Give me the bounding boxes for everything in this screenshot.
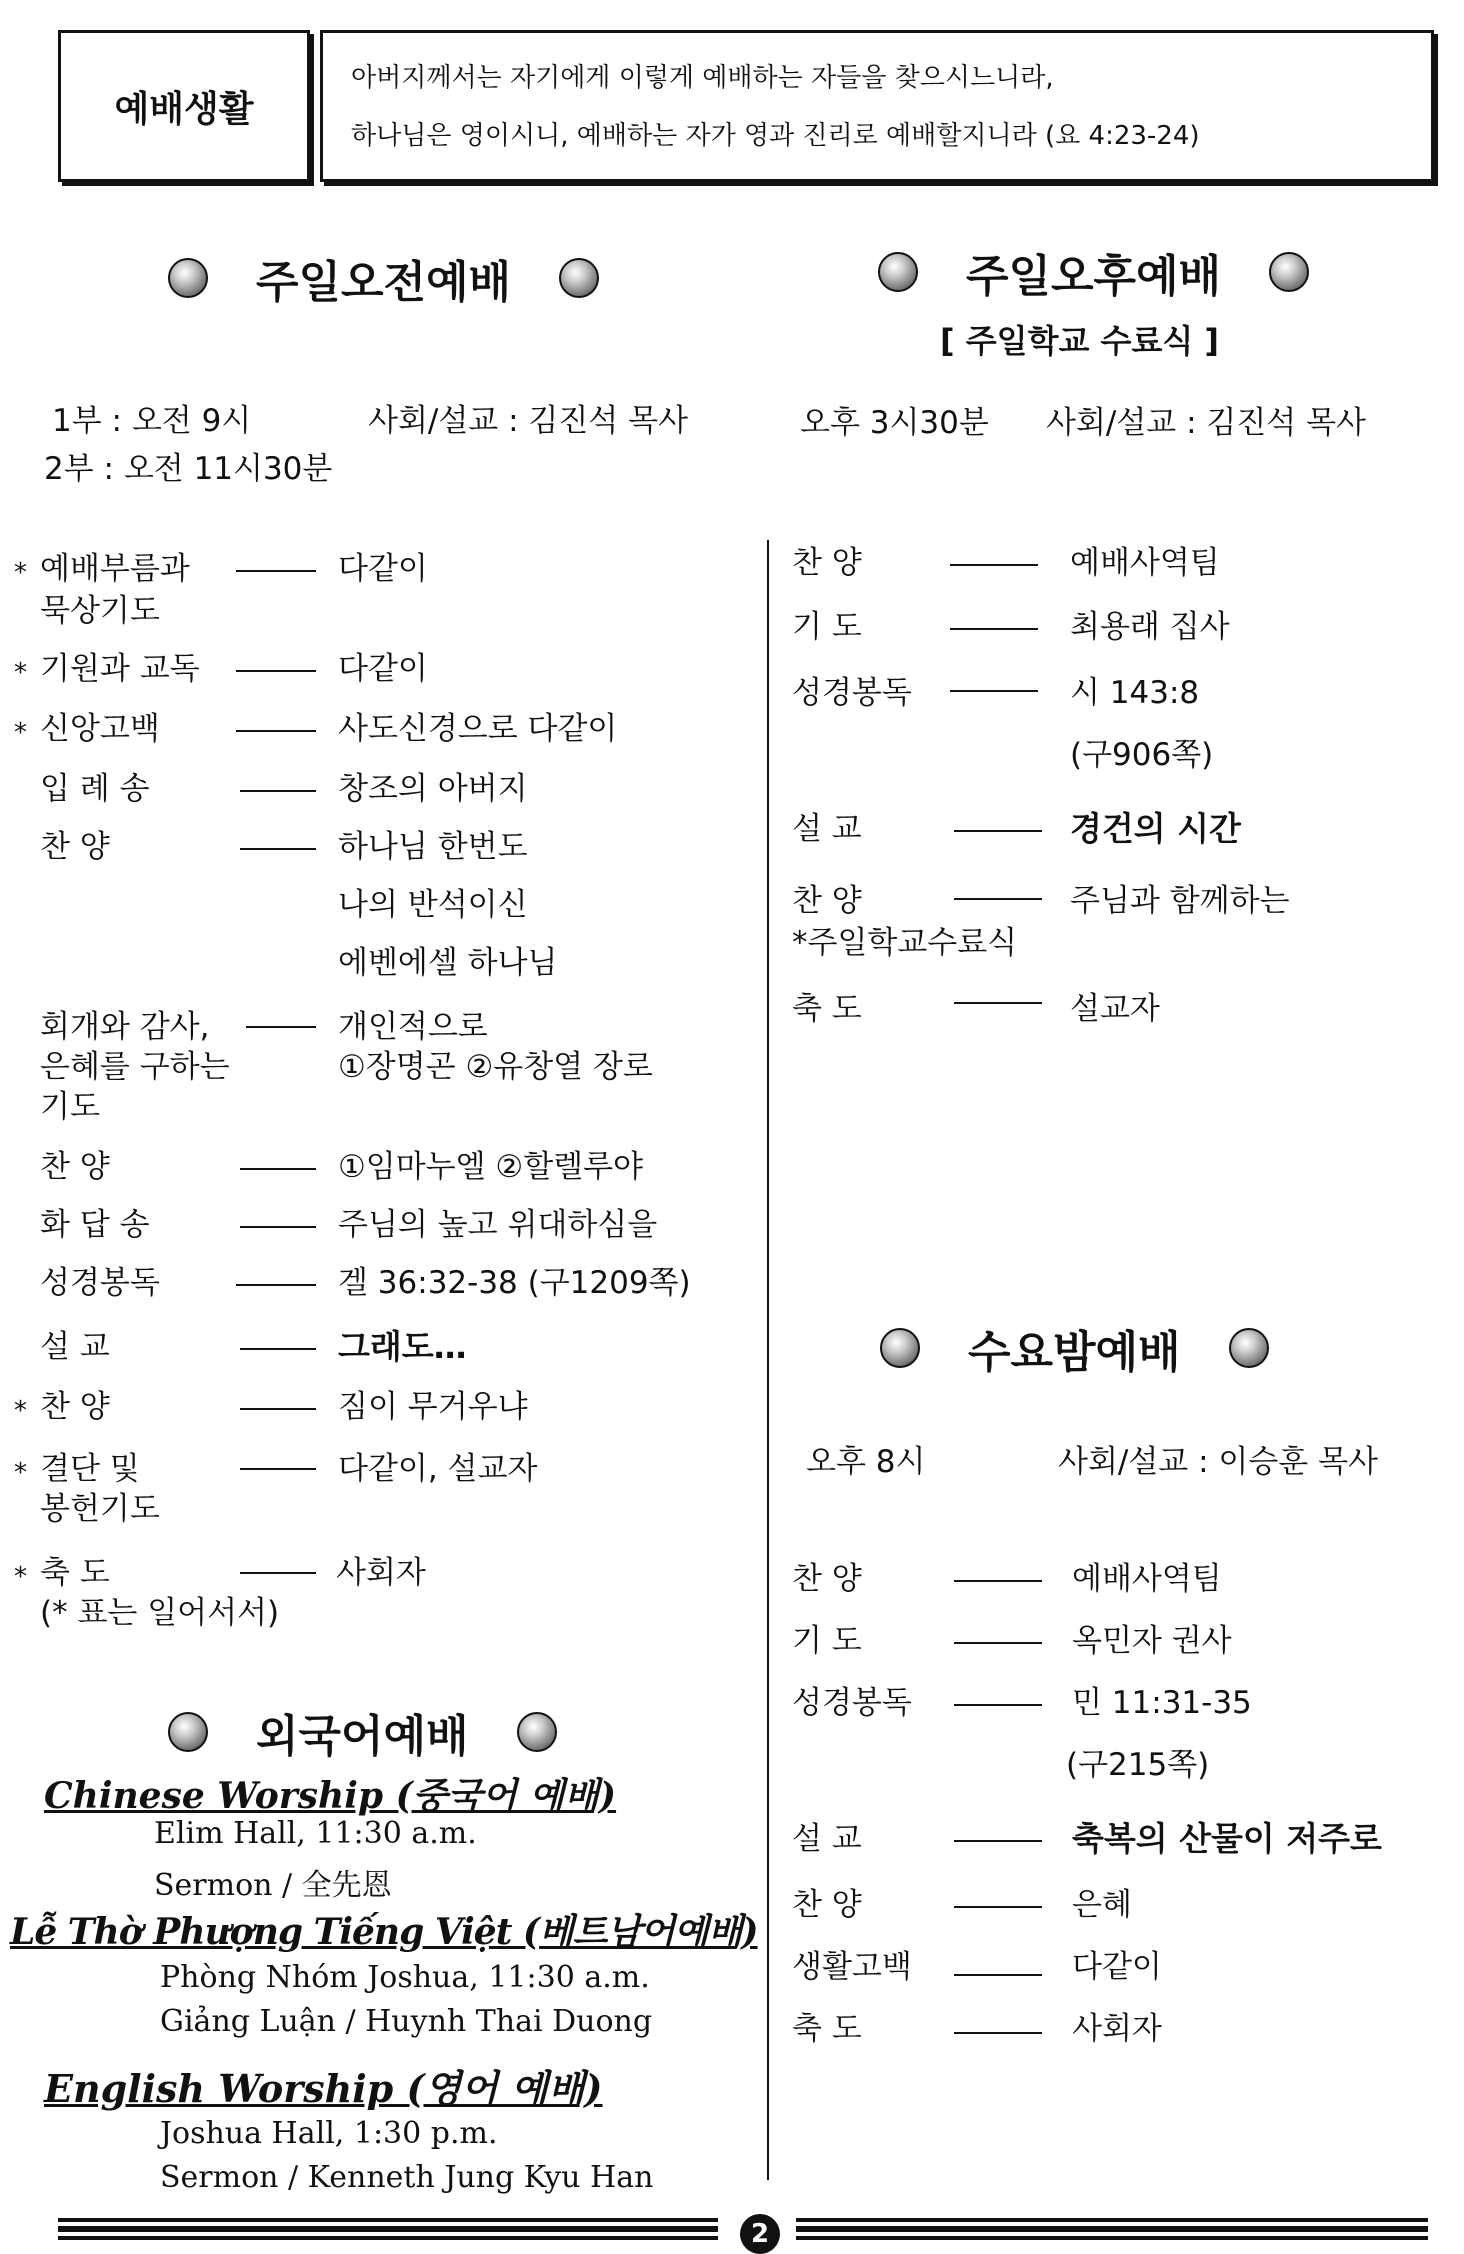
list-item: 기 도 최용래 집사 bbox=[792, 609, 1230, 645]
list-item: * 예배부름과 묵상기도 다같이 bbox=[14, 551, 428, 629]
morning-leader: 사회/설교 : 김진석 목사 bbox=[368, 403, 688, 439]
sermon-title: 그래도… bbox=[338, 1327, 467, 1366]
list-item: 찬 양 *주일학교수료식 주님과 함께하는 bbox=[792, 883, 1290, 961]
list-item: 찬 양 ①임마누엘 ②할렐루야 bbox=[40, 1149, 644, 1185]
bullet-ball-icon bbox=[1269, 252, 1309, 292]
bullet-ball-icon bbox=[559, 258, 599, 298]
list-item: * 기원과 교독 다같이 bbox=[14, 651, 428, 688]
vietnamese-worship-place: Phòng Nhóm Joshua, 11:30 a.m. bbox=[160, 1960, 650, 1995]
list-item: 성경봉독 민 11:31-35 (구215쪽) bbox=[792, 1685, 1252, 1783]
afternoon-subtitle: [ 주일학교 수료식 ] bbox=[940, 322, 1220, 360]
list-item: * 찬 양 짐이 무거우냐 bbox=[14, 1389, 528, 1426]
morning-time-2: 2부 : 오전 11시30분 bbox=[44, 451, 333, 487]
list-item: 설 교 그래도… bbox=[40, 1327, 467, 1366]
sermon-title: 축복의 산물이 저주로 bbox=[1072, 1819, 1382, 1858]
chinese-worship-title: Chinese Worship (중국어 예배) bbox=[44, 1775, 617, 1817]
list-item: * 신앙고백 사도신경으로 다같이 bbox=[14, 711, 618, 748]
list-item: 설 교 축복의 산물이 저주로 bbox=[792, 1819, 1382, 1858]
wednesday-leader: 사회/설교 : 이승훈 목사 bbox=[1058, 1444, 1378, 1480]
list-item: 입 례 송 창조의 아버지 bbox=[40, 771, 528, 807]
section-label: 예배생활 bbox=[58, 30, 310, 182]
verse-line-1: 아버지께서는 자기에게 이렇게 예배하는 자들을 찾으시느니라, bbox=[351, 63, 1054, 93]
list-item: 축 도 사회자 bbox=[792, 2011, 1162, 2047]
list-item: 찬 양 하나님 한번도 나의 반석이신 에벤에셀 하나님 bbox=[40, 829, 558, 981]
list-item: 기 도 옥민자 권사 bbox=[792, 1623, 1232, 1659]
list-item: 회개와 감사, 은혜를 구하는 기도 개인적으로 ①장명곤 ②유창열 장로 bbox=[40, 1009, 653, 1125]
list-item: 성경봉독 겔 36:32-38 (구1209쪽) bbox=[40, 1265, 691, 1301]
header-verse bbox=[320, 30, 1434, 182]
bullet-ball-icon bbox=[878, 252, 918, 292]
afternoon-time: 오후 3시30분 bbox=[800, 405, 989, 441]
english-worship-sermon: Sermon / Kenneth Jung Kyu Han bbox=[160, 2160, 654, 2195]
chinese-worship-sermon: Sermon / 全先恩 bbox=[154, 1868, 392, 1903]
footer-rule-left bbox=[58, 2218, 718, 2240]
bullet-ball-icon bbox=[1229, 1328, 1269, 1368]
morning-time-1: 1부 : 오전 9시 bbox=[52, 403, 252, 439]
page-number: 2 bbox=[740, 2214, 780, 2254]
english-worship-place: Joshua Hall, 1:30 p.m. bbox=[160, 2116, 498, 2151]
afternoon-leader: 사회/설교 : 김진석 목사 bbox=[1046, 405, 1366, 441]
list-item: * 축 도 (* 표는 일어서서) 사회자 bbox=[14, 1555, 426, 1631]
list-item: 축 도 설교자 bbox=[792, 991, 1160, 1027]
vietnamese-worship-sermon: Giảng Luận / Huynh Thai Duong bbox=[160, 2004, 653, 2039]
bullet-ball-icon bbox=[880, 1328, 920, 1368]
foreign-title: 외국어예배 bbox=[168, 1700, 557, 1764]
list-item: 찬 양 예배사역팀 bbox=[792, 545, 1220, 581]
footer-rule-right bbox=[796, 2218, 1428, 2240]
bullet-ball-icon bbox=[168, 258, 208, 298]
list-item: 화 답 송 주님의 높고 위대하심을 bbox=[40, 1207, 658, 1243]
list-item: 설 교 경건의 시간 bbox=[792, 809, 1241, 848]
wednesday-time: 오후 8시 bbox=[806, 1444, 926, 1480]
list-item: 찬 양 예배사역팀 bbox=[792, 1561, 1222, 1597]
list-item: 생활고백 다같이 bbox=[792, 1949, 1162, 1985]
chinese-worship-place: Elim Hall, 11:30 a.m. bbox=[154, 1816, 477, 1851]
bullet-ball-icon bbox=[517, 1712, 557, 1752]
list-item: 성경봉독 시 143:8 (구906쪽) bbox=[792, 675, 1214, 773]
afternoon-title: 주일오후예배 bbox=[878, 240, 1309, 304]
english-worship-title: English Worship (영어 예배) bbox=[44, 2066, 603, 2111]
bullet-ball-icon bbox=[168, 1712, 208, 1752]
list-item: 찬 양 은혜 bbox=[792, 1887, 1132, 1923]
wednesday-title: 수요밤예배 bbox=[880, 1316, 1269, 1380]
list-item: * 결단 및 봉헌기도 다같이, 설교자 bbox=[14, 1451, 538, 1527]
vietnamese-worship-title: Lễ Thờ Phượng Tiếng Việt (베트남어예배) bbox=[10, 1911, 758, 1953]
sermon-title: 경건의 시간 bbox=[1070, 809, 1241, 848]
morning-title: 주일오전예배 bbox=[168, 246, 599, 310]
column-divider bbox=[767, 540, 769, 2180]
verse-line-2: 하나님은 영이시니, 예배하는 자가 영과 진리로 예배할지니라 (요 4:23-24) bbox=[351, 121, 1200, 151]
